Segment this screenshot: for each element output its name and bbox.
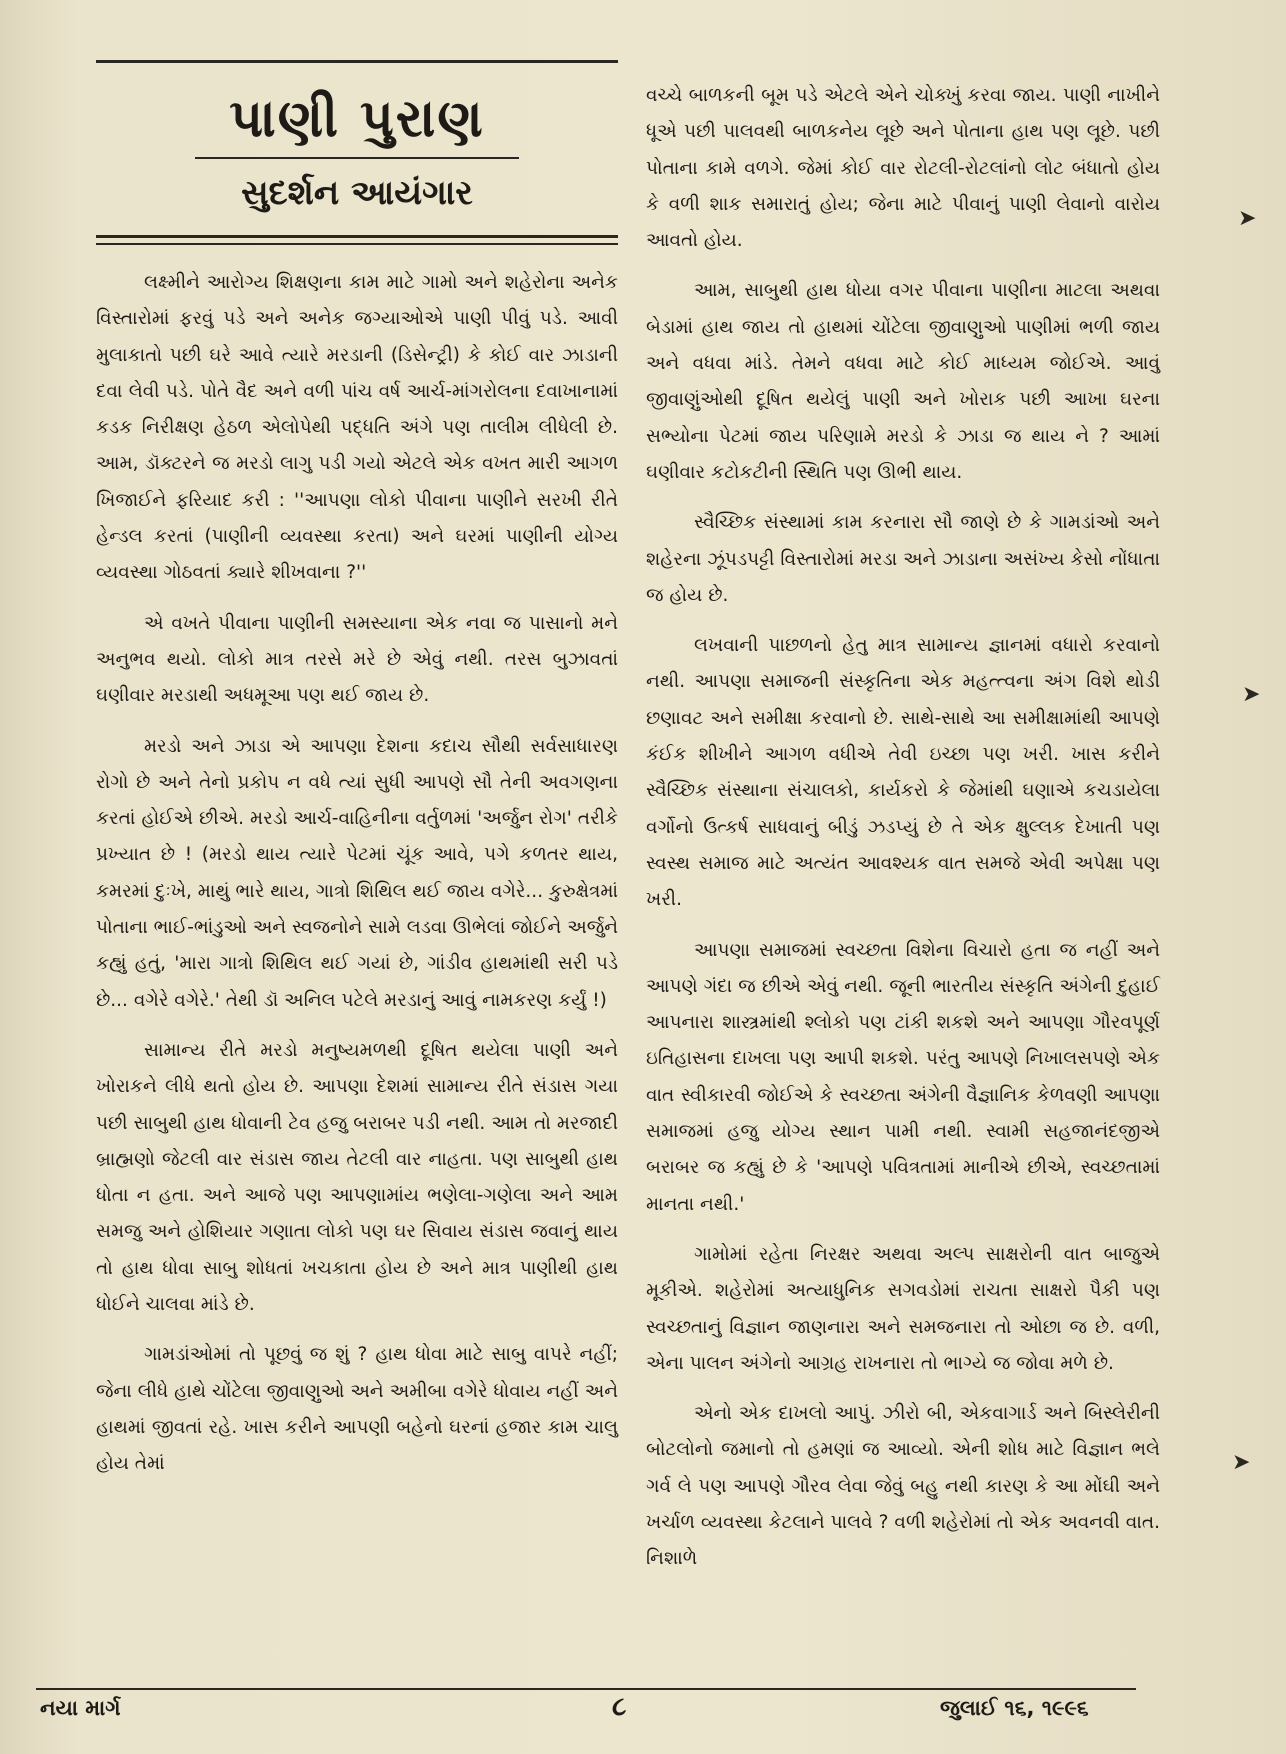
footer-date: જુલાઈ ૧૬, ૧૯૯૬ [940, 1696, 1089, 1720]
margin-mark: ➤ [1242, 682, 1261, 707]
paragraph-left-5: ગામડાંઓમાં તો પૂછવું જ શું ? હાથ ધોવા માટે સાબુ વાપરે નહીં; જેના લીધે હાથે ચોંટેલા જીવાણુઓ અને અમીબા વગેરે ધોવાય નહીં અને હાથમાં જીવતાં રહે. ખાસ કરીને આપણી બહેનો ઘરનાં હજાર કામ ચાલુ હોય તેમાં [96, 1344, 618, 1475]
right-column [646, 78, 1160, 1592]
title-divider [195, 157, 519, 159]
article-title: પાણી પુરાણ [229, 88, 485, 149]
paragraph-left-2: એ વખતે પીવાના પાણીની સમસ્યાના એક નવા જ પાસાનો મને અનુભવ થયો. લોકો માત્ર તરસે મરે છે એવું નથી. તરસ બુઝાવતાં ઘણીવાર મરડાથી અધમૂઆ પણ થઈ જાય છે. [96, 612, 618, 707]
margin-mark: ➤ [1238, 206, 1257, 231]
left-column [96, 60, 618, 1497]
paragraph-right-5: આપણા સમાજમાં સ્વચ્છતા વિશેના વિચારો હતા જ નહીં અને આપણે ગંદા જ છીએ એવું નથી. જૂની ભારતીય સંસ્કૃતિ અંગેની દુહાઈ આપનારા શાસ્ત્રમાંથી શ્લોકો પણ ટાંકી શકશે અને આપણા ગૌરવપૂર્ણ ઇતિહાસના દાખલા પણ આપી શકશે. પરંતુ આપણે નિખાલસપણે એક વાત સ્વીકારવી જોઈએ કે સ્વચ્છતા અંગેની વૈજ્ઞાનિક કેળવણી આપણા સમાજમાં હજુ યોગ્ય સ્થાન પામી નથી. સ્વામી સહજાનંદજીએ બરાબર જ કહ્યું છે કે 'આપણે પવિત્રતામાં માનીએ છીએ, સ્વચ્છતામાં માનતા નથી.' [646, 939, 1160, 1215]
paragraph-right-7: એનો એક દાખલો આપું. ઝીરો બી, એકવાગાર્ડ અને બિસ્લેરીની બોટલોનો જમાનો તો હમણાં જ આવ્યો. એની શોધ માટે વિજ્ઞાન ભલે ગર્વ લે પણ આપણે ગૌરવ લેવા જેવું બહુ નથી કારણ કે આ મોંઘી અને ખર્ચાળ વ્યવસ્થા કેટલાને પાલવે ? વળી શહેરોમાં તો એક અવનવી વાત. નિશાળે [646, 1403, 1160, 1570]
paragraph-right-6: ગામોમાં રહેતા નિરક્ષર અથવા અલ્પ સાક્ષરોની વાત બાજુએ મૂકીએ. શહેરોમાં અત્યાધુનિક સગવડોમાં રાચતા સાક્ષરો પૈકી પણ સ્વચ્છતાનું વિજ્ઞાન જાણનારા અને સમજનારા તો ઓછા જ છે. વળી, એના પાલન અંગેનો આગ્રહ રાખનારા તો ભાગ્યે જ જોવા મળે છે. [646, 1243, 1160, 1374]
footer-page-number: ૮ [612, 1692, 627, 1722]
header-rule [96, 60, 618, 63]
footer-magazine-name: નયા માર્ગ [40, 1696, 121, 1720]
article-author: સુદર્શન આયંગાર [241, 173, 473, 213]
footer-rule [36, 1688, 1136, 1690]
byline-double-rule [96, 235, 618, 245]
paragraph-right-2: આમ, સાબુથી હાથ ધોયા વગર પીવાના પાણીના માટલા અથવા બેડામાં હાથ જાય તો હાથમાં ચોંટેલા જીવાણુઓ પાણીમાં ભળી જાય અને વધવા માંડે. તેમને વધવા માટે કોઈ માધ્યમ જોઈએ. આવું જીવાણુંઓથી દૂષિત થયેલું પાણી અને ખોરાક પછી આખા ઘરના સભ્યોના પેટમાં જાય પરિણામે મરડો કે ઝાડા જ થાય ને ? આમાં ઘણીવાર કટોકટીની સ્થિતિ પણ ઊભી થાય. [646, 280, 1160, 483]
paragraph-left-4: સામાન્ય રીતે મરડો મનુષ્યમળથી દૂષિત થયેલા પાણી અને ખોરાકને લીધે થતો હોય છે. આપણા દેશમાં સામાન્ય રીતે સંડાસ ગયા પછી સાબુથી હાથ ધોવાની ટેવ હજુ બરાબર પડી નથી. આમ તો મરજાદી બ્રાહ્મણો જેટલી વાર સંડાસ જાય તેટલી વાર નાહતા. પણ સાબુથી હાથ ધોતા ન હતા. અને આજે પણ આપણામાંય ભણેલા-ગણેલા અને આમ સમજુ અને હોશિયાર ગણાતા લોકો પણ ઘર સિવાય સંડાસ જવાનું થાય તો હાથ ધોવા સાબુ શોધતાં ખચકાતા હોય છે અને માત્ર પાણીથી હાથ ધોઈને ચાલવા માંડે છે. [96, 1039, 618, 1316]
paragraph-right-3: સ્વૈચ્છિક સંસ્થામાં કામ કરનારા સૌ જાણે છે કે ગામડાંઓ અને શહેરના ઝૂંપડપટ્ટી વિસ્તારોમાં મરડા અને ઝાડાના અસંખ્ય કેસો નોંધાતા જ હોય છે. [646, 512, 1160, 606]
paragraph-right-4: લખવાની પાછળનો હેતુ માત્ર સામાન્ય જ્ઞાનમાં વધારો કરવાનો નથી. આપણા સમાજની સંસ્કૃતિના એક મહત્ત્વના અંગ વિશે થોડી છણાવટ અને સમીક્ષા કરવાનો છે. સાથે-સાથે આ સમીક્ષામાંથી આપણે કંઈક શીખીને આગળ વધીએ તેવી ઇચ્છા પણ ખરી. ખાસ કરીને સ્વૈચ્છિક સંસ્થાના સંચાલકો, કાર્યકરો કે જેમાંથી ઘણાએ કચડાયેલા વર્ગોનો ઉત્કર્ષ સાધવાનું બીડું ઝડપ્યું છે તે એક ક્ષુલ્લક દેખાતી પણ સ્વસ્થ સમાજ માટે અત્યંત આવશ્યક વાત સમજે એવી અપેક્ષા પણ ખરી. [646, 635, 1160, 911]
paragraph-left-3: મરડો અને ઝાડા એ આપણા દેશના કદાચ સૌથી સર્વસાધારણ રોગો છે અને તેનો પ્રકોપ ન વધે ત્યાં સુધી આપણે સૌ તેની અવગણના કરતાં હોઈએ છીએ. મરડો આર્ચ-વાહિનીના વર્તુળમાં 'અર્જુન રોગ' તરીકે પ્રખ્યાત છે ! (મરડો થાય ત્યારે પેટમાં ચૂંક આવે, પગે કળતર થાય, કમરમાં દુઃખે, માથું ભારે થાય, ગાત્રો શિથિલ થઈ જાય વગેરે... કુરુક્ષેત્રમાં પોતાના ભાઈ-ભાંડુઓ અને સ્વજનોને સામે લડવા ઊભેલાં જોઈને અર્જુને કહ્યું હતું, 'મારા ગાત્રો શિથિલ થઈ ગયાં છે, ગાંડીવ હાથમાંથી સરી પડે છે... વગેરે વગેરે.' તેથી ડૉ અનિલ પટેલે મરડાનું આવું નામકરણ કર્યું !) [96, 735, 618, 1011]
paragraph-right-1: વચ્ચે બાળકની બૂમ પડે એટલે એને ચોક્ખું કરવા જાય. પાણી નાખીને ધૂએ પછી પાલવથી બાળકનેય લૂછે અને પોતાના હાથ પણ લૂછે. પછી પોતાના કામે વળગે. જેમાં કોઈ વાર રોટલી-રોટલાંનો લોટ બંધાતો હોય કે વળી શાક સમારાતું હોય; જેના માટે પીવાનું પાણી લેવાનો વારોય આવતો હોય. [646, 85, 1160, 252]
margin-mark: ➤ [1232, 1450, 1251, 1475]
paragraph-left-1: લક્ષ્મીને આરોગ્ય શિક્ષણના કામ માટે ગામો અને શહેરોના અનેક વિસ્તારોમાં ફરવું પડે અને અનેક જગ્યાઓએ પાણી પીવું પડે. આવી મુલાકાતો પછી ઘરે આવે ત્યારે મરડાની (ડિસેન્ટ્રી) કે કોઈ વાર ઝાડાની દવા લેવી પડે. પોતે વૈદ અને વળી પાંચ વર્ષ આર્ચ-માંગરોલના દવાખાનામાં કડક નિરીક્ષણ હેઠળ એલોપેથી પદ્ધતિ અંગે પણ તાલીમ લીધેલી છે. આમ, ડૉક્ટરને જ મરડો લાગુ પડી ગયો એટલે એક વખત મારી આગળ ખિજાઈને ફરિયાદ કરી : ''આપણા લોકો પીવાના પાણીને સરખી રીતે હેન્ડલ કરતાં (પાણીની વ્યવસ્થા કરતા) અને ઘરમાં પાણીની યોગ્ય વ્યવસ્થા ગોઠવતાં ક્યારે શીખવાના ?'' [96, 272, 618, 584]
